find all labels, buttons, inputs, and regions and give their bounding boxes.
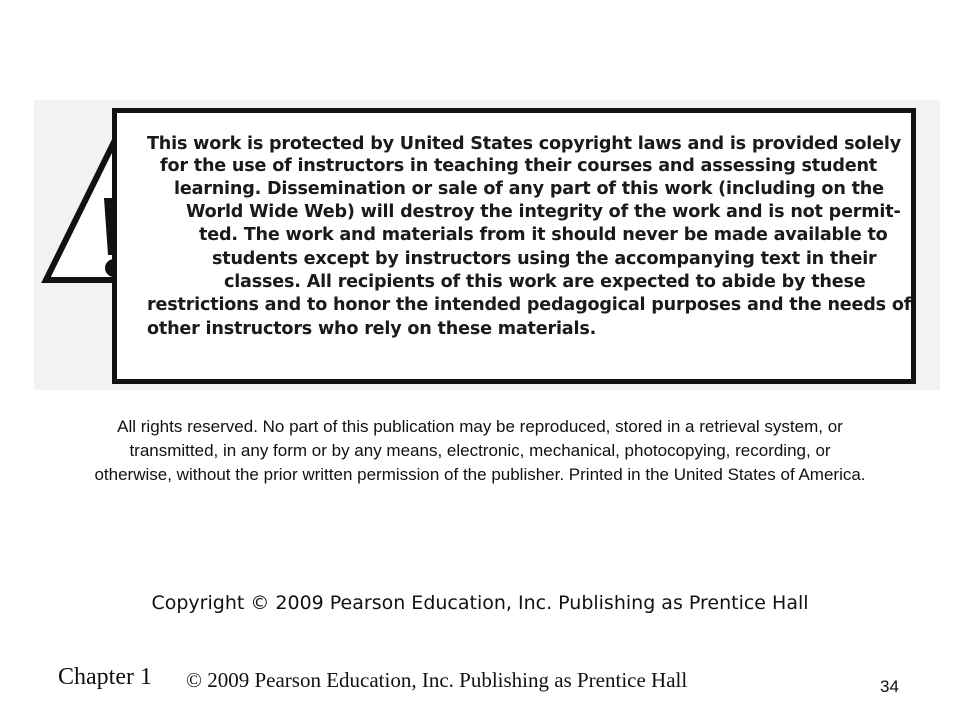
- footer-copyright: © 2009 Pearson Education, Inc. Publishing as Prentice Hall: [186, 668, 688, 692]
- notice-line-5: ted. The work and materials from it should never be made available to: [199, 225, 888, 245]
- notice-line-1: This work is protected by United States copyright laws and is provided solely: [147, 134, 901, 154]
- chapter-label: Chapter 1: [58, 664, 152, 690]
- copyright-line: Copyright © 2009 Pearson Education, Inc. Publishing as Prentice Hall: [151, 592, 809, 614]
- notice-line-9: other instructors who rely on these materials.: [147, 319, 597, 339]
- page-number: 34: [880, 677, 899, 696]
- notice-line-6: students except by instructors using the accompanying text in their: [212, 249, 877, 269]
- rights-reserved-statement: All rights reserved. No part of this publication may be reproduced, stored in a retrieval system, or transmitted, in any form or by any means, electronic, mechanical, photocopying, recording, or otherwise, without the prior written permission of the publisher. Printed in the United States of America.: [94, 417, 866, 484]
- notice-line-2: for the use of instructors in teaching their courses and assessing student: [160, 156, 877, 176]
- notice-line-4: World Wide Web) will destroy the integrity of the work and is not permit-: [186, 202, 901, 222]
- notice-line-3: learning. Dissemination or sale of any part of this work (including on the: [174, 179, 884, 199]
- notice-line-8: restrictions and to honor the intended pedagogical purposes and the needs of: [147, 295, 912, 315]
- notice-line-7: classes. All recipients of this work are expected to abide by these: [224, 272, 866, 292]
